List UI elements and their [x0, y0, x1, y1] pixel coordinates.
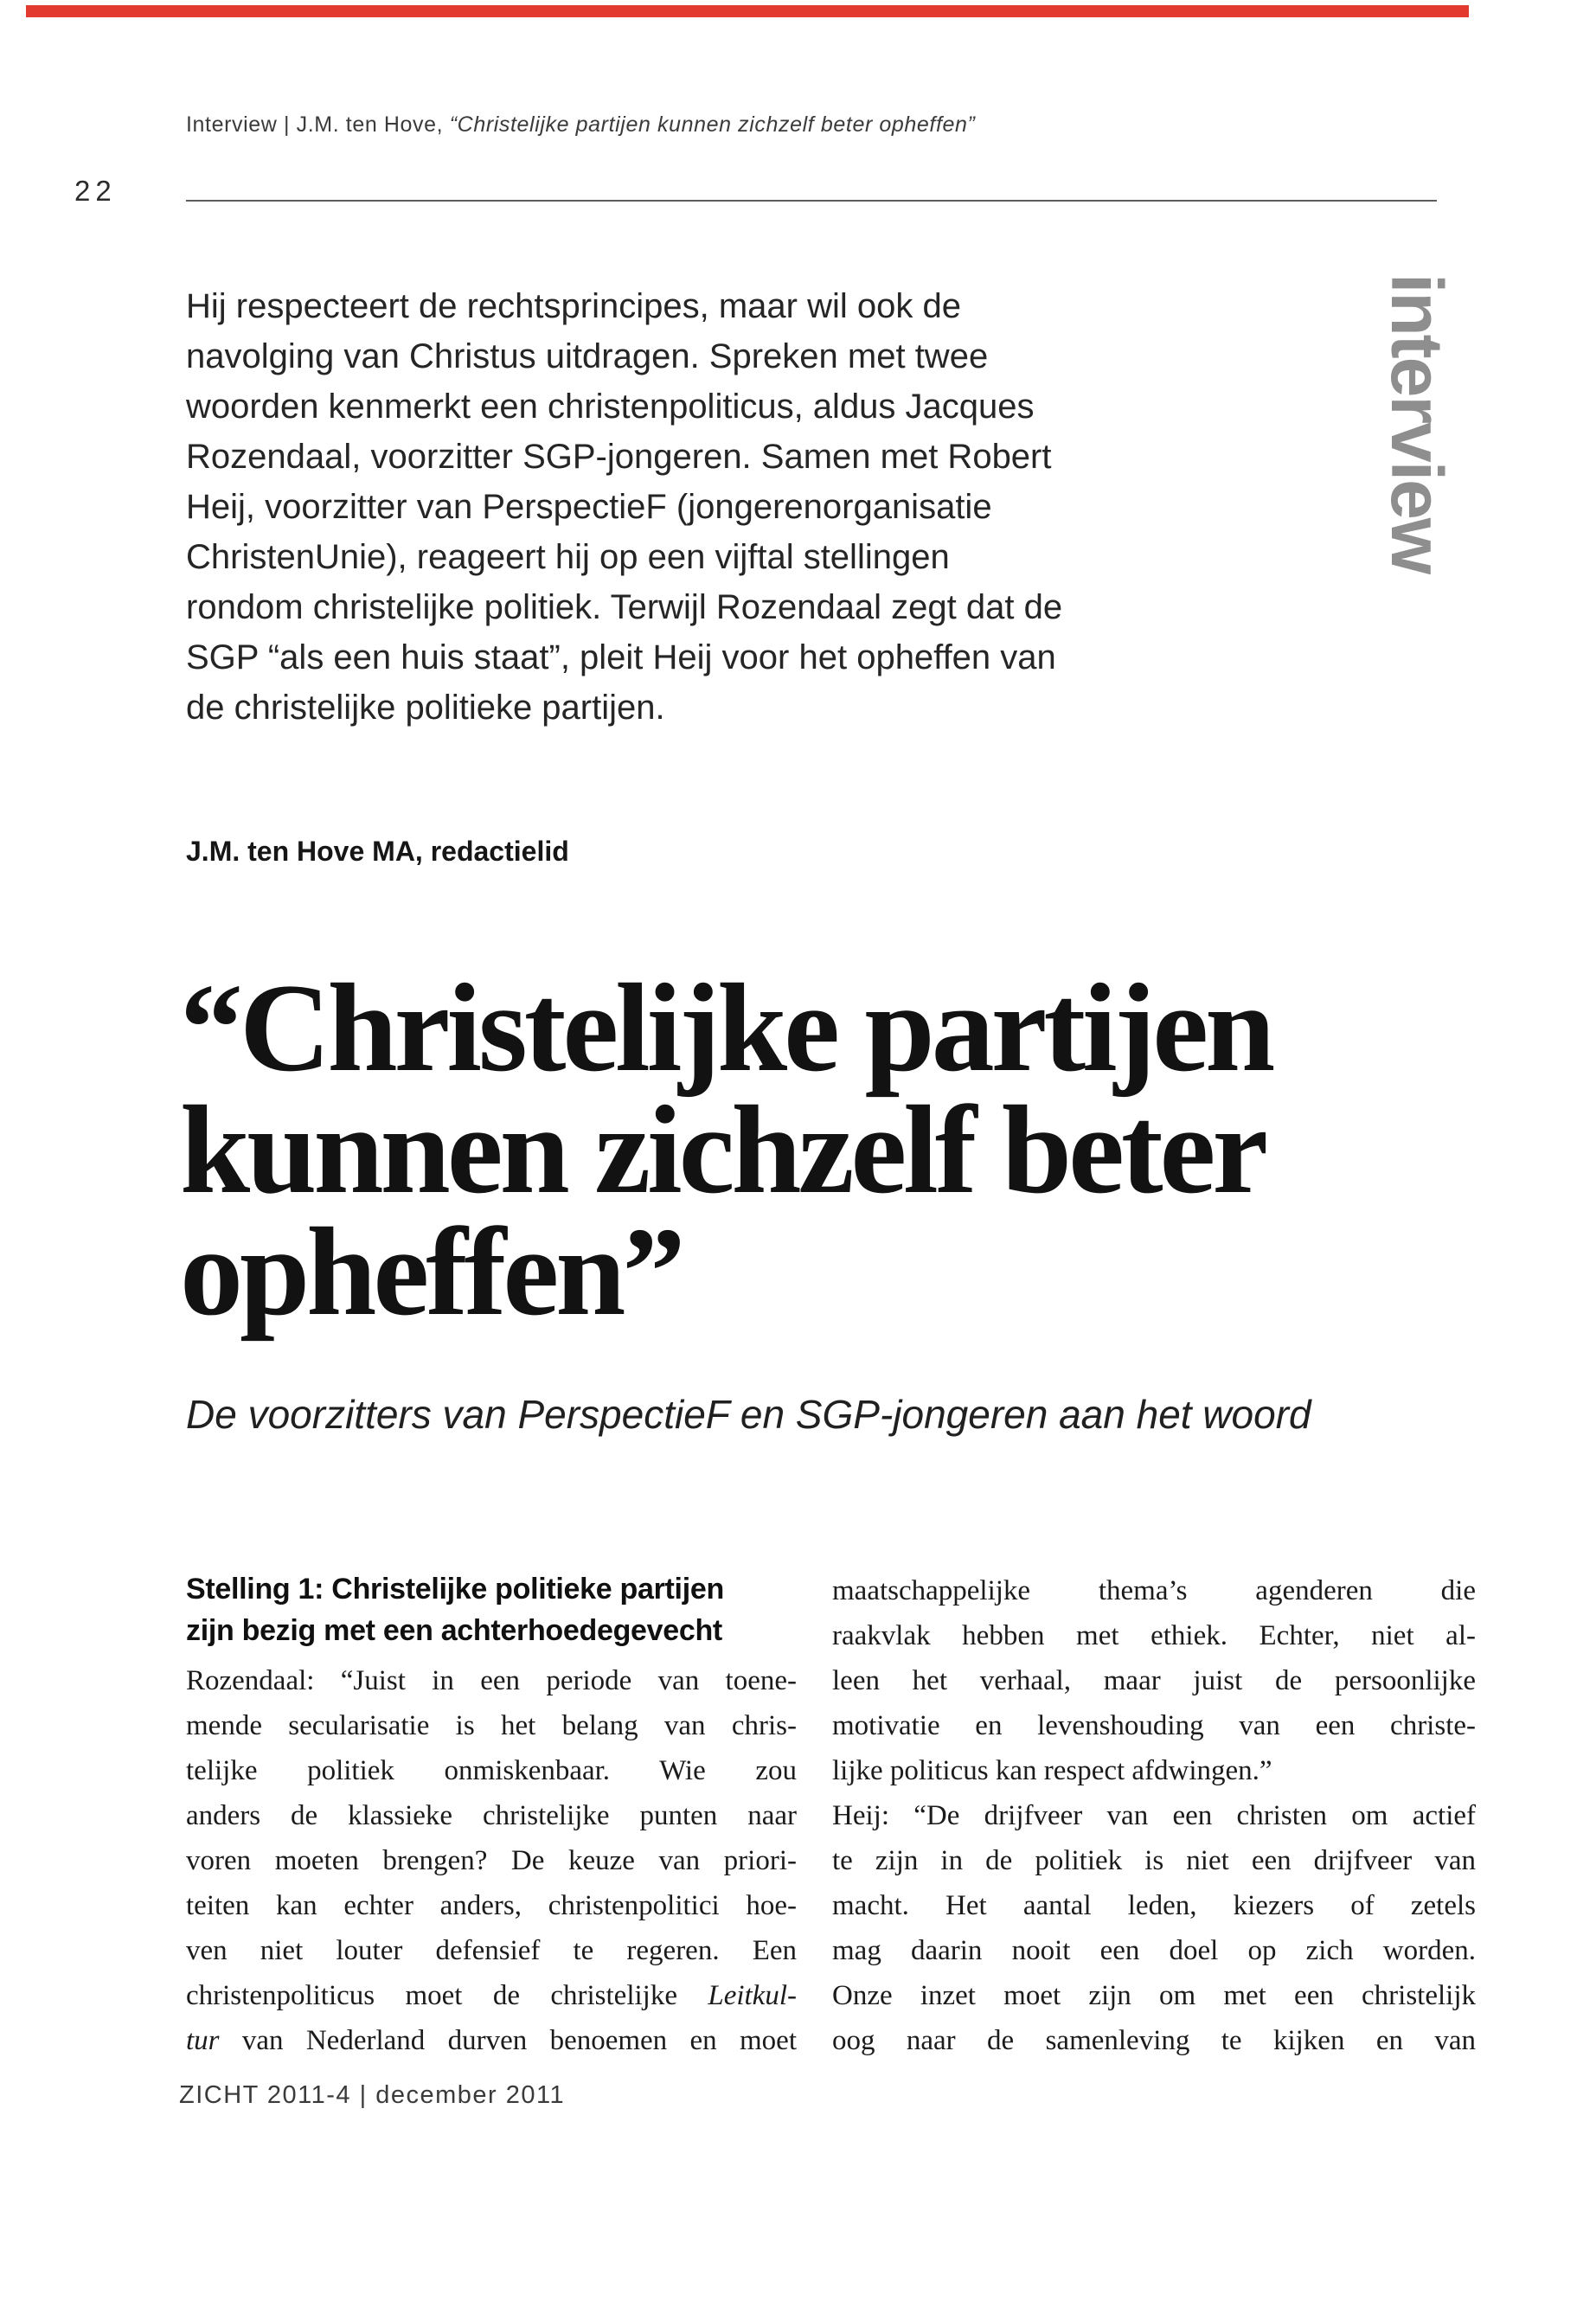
lead-line: woorden kenmerkt een christenpoliticus, aldus Jacques: [186, 388, 1035, 426]
page-number: 22: [74, 175, 117, 207]
body-line-segment: voren moeten brengen? De keuze van priori-: [186, 1845, 797, 1876]
body-line: [832, 1748, 1476, 1793]
body-line-segment: maatschappelijke thema’s agenderen die: [832, 1575, 1476, 1606]
body-line-segment: macht. Het aantal leden, kiezers of zetels: [832, 1890, 1476, 1921]
stelling-heading-line: Stelling 1: Christelijke politieke partijen: [186, 1573, 724, 1606]
body-line: [832, 1838, 1476, 1883]
body-line-segment: leen het verhaal, maar juist de persoonlijke: [832, 1665, 1476, 1696]
column-2: [832, 1568, 1476, 2063]
body-line-segment: oog naar de samenleving te kijken en van: [832, 2025, 1476, 2056]
body-line-segment: Heij: “De drijfveer van een christen om actief: [832, 1800, 1476, 1831]
section-label-vertical: interview: [1376, 273, 1458, 574]
body-line: [186, 1883, 797, 1928]
body-line: [832, 1928, 1476, 1973]
body-line: [832, 1568, 1476, 1613]
column-1-body: [186, 1658, 797, 2063]
body-line-italic-segment: tur: [186, 2025, 220, 2056]
body-line: [186, 1658, 797, 1703]
body-line: [186, 1973, 797, 2018]
body-line: [832, 1703, 1476, 1748]
body-line-segment: christenpoliticus moet de christelijke: [186, 1980, 708, 2011]
body-line-segment: ven niet louter defensief te regeren. Een: [186, 1935, 797, 1966]
running-header-quote: “Christelijke partijen kunnen zichzelf beter opheffen”: [449, 112, 976, 137]
byline: J.M. ten Hove MA, redactielid: [186, 836, 569, 867]
lead-line: rondom christelijke politiek. Terwijl Rozendaal zegt dat de: [186, 588, 1063, 626]
column-2-body: [832, 1568, 1476, 2063]
body-line: [186, 1838, 797, 1883]
lead-line: Heij, voorzitter van PerspectieF (jongerenorganisatie: [186, 488, 992, 526]
body-line: [832, 1883, 1476, 1928]
body-line-segment: mende secularisatie is het belang van chris-: [186, 1710, 797, 1741]
lead-line: SGP “als een huis staat”, pleit Heij voor het opheffen van: [186, 638, 1056, 676]
lead-paragraph: [186, 281, 1224, 733]
body-line-segment: mag daarin nooit een doel op zich worden.: [832, 1935, 1476, 1966]
headline-line: kunnen zichzelf beter: [180, 1080, 1266, 1220]
body-line: [186, 1748, 797, 1793]
lead-line: Rozendaal, voorzitter SGP-jongeren. Samen met Robert: [186, 438, 1052, 476]
body-line-segment: motivatie en levenshouding van een christe-: [832, 1710, 1476, 1741]
body-line: [832, 1613, 1476, 1658]
running-header: [186, 112, 975, 138]
headline: [180, 958, 1495, 1342]
body-line-segment: Onze inzet moet zijn om met een christelijk: [832, 1980, 1476, 2011]
top-accent-bar: [26, 5, 1469, 17]
lead-line: Hij respecteert de rechtsprincipes, maar wil ook de: [186, 287, 961, 325]
body-line-segment: van Nederland durven benoemen en moet: [219, 2025, 797, 2056]
stelling-heading-line: zijn bezig met een achterhoedegevecht: [186, 1614, 722, 1647]
body-line-italic-segment: Leitkul-: [708, 1980, 797, 2011]
header-rule: [186, 200, 1437, 202]
lead-line: navolging van Christus uitdragen. Spreken met twee: [186, 337, 989, 375]
lead-line: ChristenUnie), reageert hij op een vijftal stellingen: [186, 538, 950, 576]
body-line-segment: lijke politicus kan respect afdwingen.”: [832, 1755, 1272, 1786]
body-line-segment: telijke politiek onmiskenbaar. Wie zou: [186, 1755, 797, 1786]
body-line: [832, 1658, 1476, 1703]
body-line: [186, 1793, 797, 1838]
stelling-heading: [186, 1568, 797, 1651]
lead-line: de christelijke politieke partijen.: [186, 689, 665, 727]
body-line-segment: Rozendaal: “Juist in een periode van toene-: [186, 1665, 797, 1696]
body-line-segment: anders de klassieke christelijke punten naar: [186, 1800, 797, 1831]
headline-line: opheffen”: [180, 1202, 683, 1342]
footer-issue-info: ZICHT 2011-4 | december 2011: [179, 2081, 566, 2109]
body-line: [832, 1973, 1476, 2018]
body-line: [186, 1703, 797, 1748]
body-line: [186, 2018, 797, 2063]
body-line-segment: raakvlak hebben met ethiek. Echter, niet al-: [832, 1620, 1476, 1651]
body-line-segment: teiten kan echter anders, christenpolitici hoe-: [186, 1890, 797, 1921]
headline-line: “Christelijke partijen: [180, 958, 1272, 1098]
running-header-prefix: Interview | J.M. ten Hove,: [186, 112, 450, 137]
body-line: [832, 1793, 1476, 1838]
column-1: [186, 1568, 797, 2063]
body-line-segment: te zijn in de politiek is niet een drijfveer van: [832, 1845, 1476, 1876]
subtitle: De voorzitters van PerspectieF en SGP-jongeren aan het woord: [186, 1392, 1311, 1437]
body-line: [832, 2018, 1476, 2063]
body-line: [186, 1928, 797, 1973]
